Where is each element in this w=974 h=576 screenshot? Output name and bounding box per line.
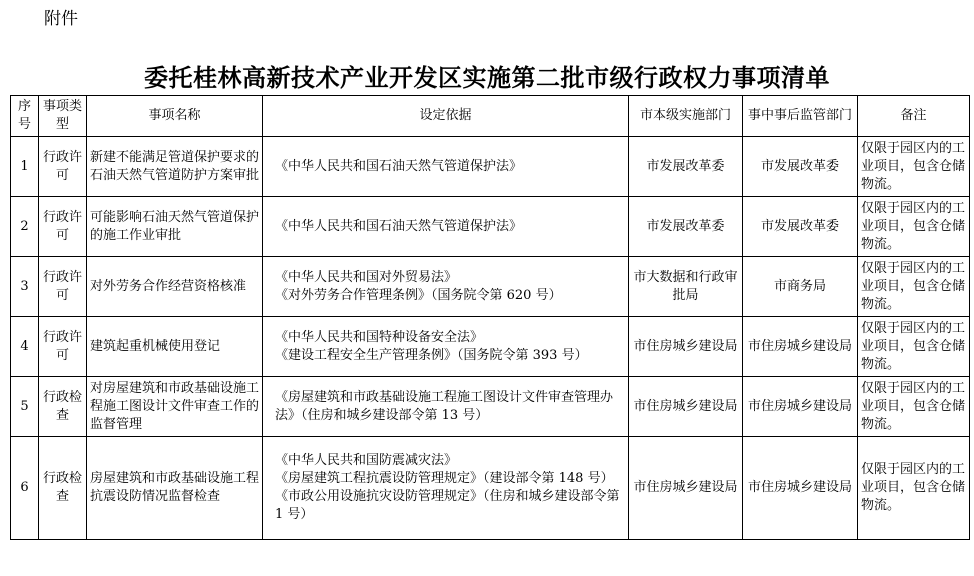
row-dept: 市发展改革委: [629, 137, 743, 197]
basis-line: 《中华人民共和国对外贸易法》: [275, 269, 458, 285]
row-type: 行政许可: [39, 317, 87, 377]
item-list-table: [10, 95, 970, 540]
row-supervisor: 市住房城乡建设局: [743, 437, 858, 540]
basis-line: 《中华人民共和国石油天然气管道保护法》: [275, 158, 523, 174]
row-dept: 市住房城乡建设局: [629, 437, 743, 540]
row-name: 新建不能满足管道保护要求的石油天然气管道防护方案审批: [87, 137, 263, 197]
header-note: 备注: [858, 96, 970, 137]
attachment-label: 附件: [44, 9, 78, 29]
basis-line: 《建设工程安全生产管理条例》（国务院令第 393 号）: [275, 347, 588, 363]
row-dept: 市发展改革委: [629, 197, 743, 257]
row-type: 行政许可: [39, 137, 87, 197]
row-basis: [263, 377, 629, 437]
basis-line: 《市政公用设施抗灾设防管理规定》（住房和城乡建设部令第 1 号）: [275, 489, 620, 522]
table-row: [11, 137, 970, 197]
row-basis: [263, 137, 629, 197]
row-note: 仅限于园区内的工业项目，包含仓储物流。: [858, 437, 970, 540]
table-row: [11, 197, 970, 257]
basis-line: 《对外劳务合作管理条例》（国务院令第 620 号）: [275, 287, 562, 303]
row-name: 房屋建筑和市政基础设施工程抗震设防情况监督检查: [87, 437, 263, 540]
basis-line: 《中华人民共和国防震减灾法》: [275, 453, 458, 468]
row-type: 行政检查: [39, 377, 87, 437]
row-note: 仅限于园区内的工业项目，包含仓储物流。: [858, 137, 970, 197]
row-name: 对房屋建筑和市政基础设施工程施工图设计文件审查工作的监督管理: [87, 377, 263, 437]
row-no: 2: [11, 197, 39, 257]
row-no: 5: [11, 377, 39, 437]
row-name: 建筑起重机械使用登记: [87, 317, 263, 377]
row-supervisor: 市发展改革委: [743, 137, 858, 197]
row-note: 仅限于园区内的工业项目，包含仓储物流。: [858, 197, 970, 257]
row-no: 1: [11, 137, 39, 197]
row-no: 4: [11, 317, 39, 377]
row-basis: [263, 257, 629, 317]
row-dept: 市住房城乡建设局: [629, 317, 743, 377]
row-name: 可能影响石油天然气管道保护的施工作业审批: [87, 197, 263, 257]
row-supervisor: 市住房城乡建设局: [743, 377, 858, 437]
row-dept: 市住房城乡建设局: [629, 377, 743, 437]
table-row: [11, 257, 970, 317]
row-basis: [263, 317, 629, 377]
row-note: 仅限于园区内的工业项目，包含仓储物流。: [858, 377, 970, 437]
document-title: 委托桂林高新技术产业开发区实施第二批市级行政权力事项清单: [144, 63, 830, 92]
row-type: 行政许可: [39, 257, 87, 317]
row-type: 行政检查: [39, 437, 87, 540]
basis-line: 《中华人民共和国特种设备安全法》: [275, 329, 484, 345]
row-note: 仅限于园区内的工业项目，包含仓储物流。: [858, 317, 970, 377]
table-row: [11, 317, 970, 377]
row-type: 行政许可: [39, 197, 87, 257]
row-no: 3: [11, 257, 39, 317]
row-name: 对外劳务合作经营资格核准: [87, 257, 263, 317]
header-name: 事项名称: [87, 96, 263, 137]
header-type: 事项类型: [39, 96, 87, 137]
row-basis: [263, 437, 629, 540]
basis-line: 《房屋建筑工程抗震设防管理规定》（建设部令第 148 号）: [275, 471, 614, 486]
table-row: [11, 437, 970, 540]
row-supervisor: 市商务局: [743, 257, 858, 317]
row-supervisor: 市住房城乡建设局: [743, 317, 858, 377]
basis-line: 《中华人民共和国石油天然气管道保护法》: [275, 218, 523, 234]
header-no: 序号: [11, 96, 39, 137]
basis-line: 《房屋建筑和市政基础设施工程施工图设计文件审查管理办法》（住房和城乡建设部令第 13 号）: [275, 389, 614, 423]
row-basis: [263, 197, 629, 257]
table-row: [11, 377, 970, 437]
row-dept: 市大数据和行政审批局: [629, 257, 743, 317]
header-supervisor: 事中事后监管部门: [743, 96, 858, 137]
table-header-row: [11, 96, 970, 137]
row-no: 6: [11, 437, 39, 540]
header-dept: 市本级实施部门: [629, 96, 743, 137]
header-basis: 设定依据: [263, 96, 629, 137]
row-supervisor: 市发展改革委: [743, 197, 858, 257]
row-note: 仅限于园区内的工业项目，包含仓储物流。: [858, 257, 970, 317]
